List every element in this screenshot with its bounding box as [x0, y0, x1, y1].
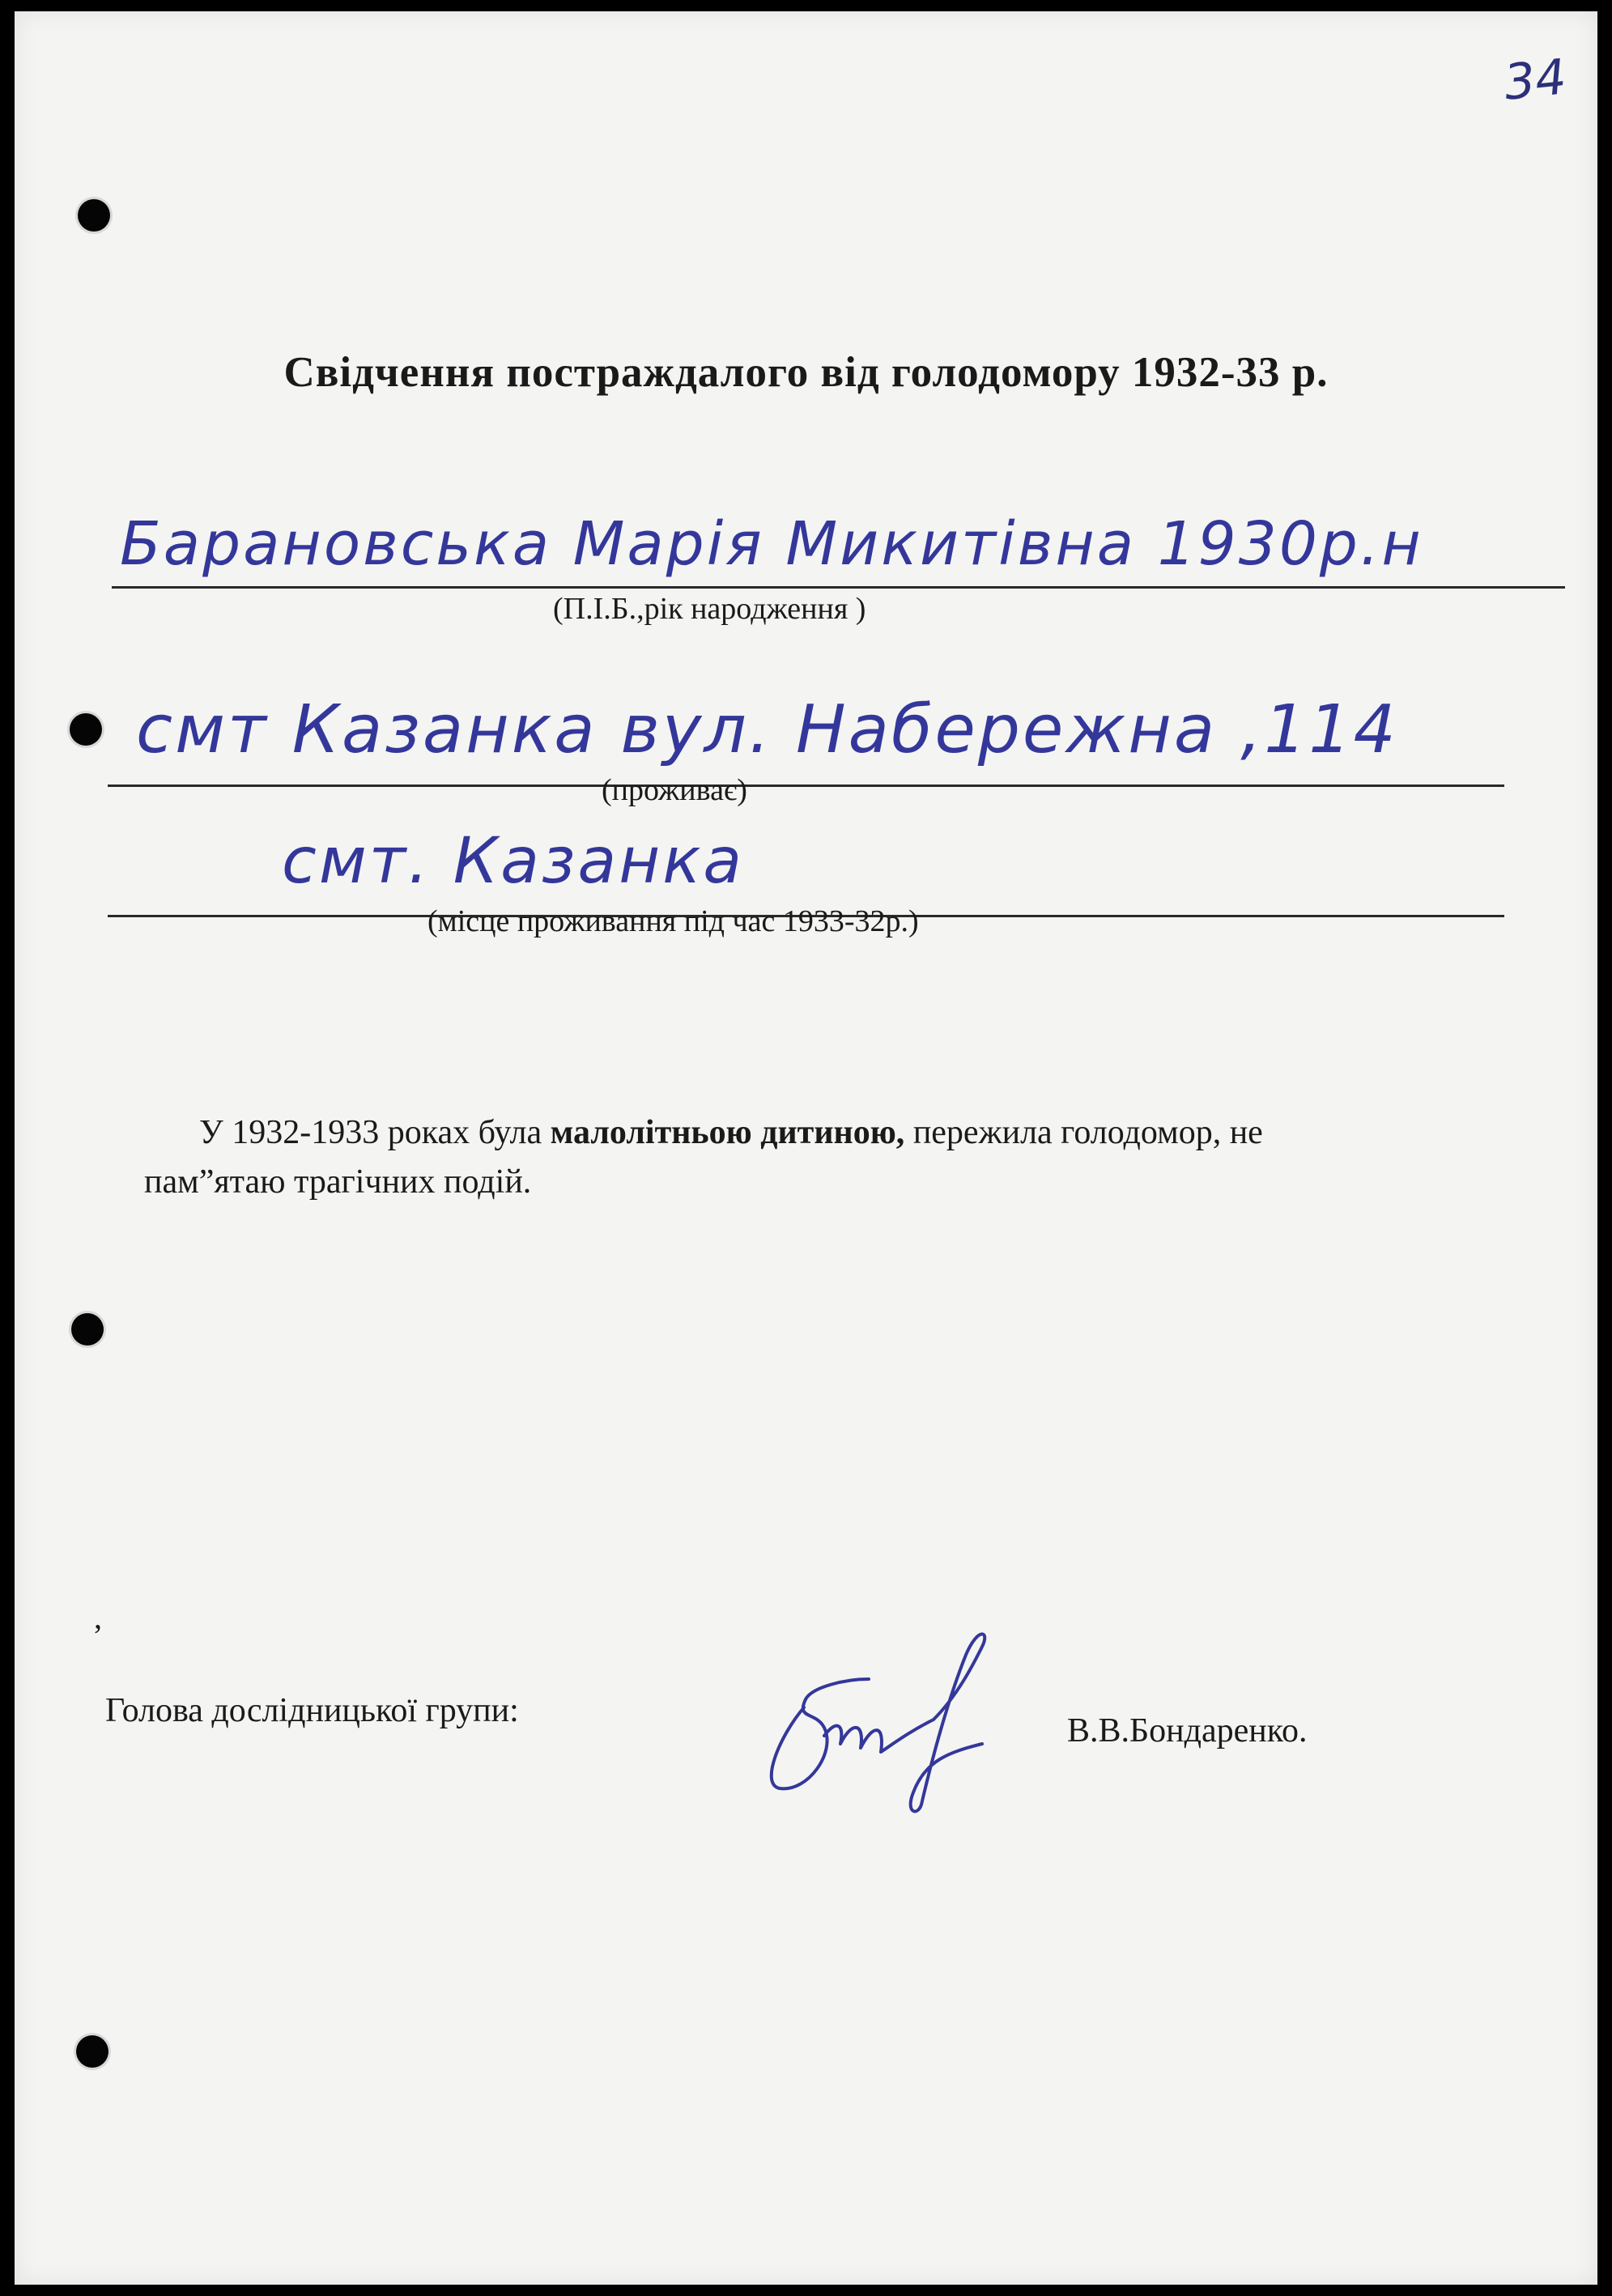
name-line — [112, 586, 1565, 589]
residence-caption: (проживає) — [602, 773, 747, 807]
punch-hole-2 — [70, 713, 102, 746]
testimony-part-1: У 1932-1933 роках була — [199, 1114, 551, 1151]
testimony-text — [144, 1108, 1407, 1207]
footer-name: В.В.Бондаренко. — [1067, 1712, 1308, 1750]
name-caption: (П.І.Б.,рік народження ) — [553, 592, 866, 626]
punch-hole-3 — [71, 1313, 104, 1346]
testimony-part-2: пережила голодомор, не пам”ятаю трагічних подій. — [144, 1114, 1263, 1201]
page-number: 34 — [1501, 49, 1569, 112]
footer-label: Голова дослідницької групи: — [105, 1692, 519, 1729]
residence-value: смт Казанка вул. Набережна ,114 — [136, 691, 1398, 768]
testimony-paragraph — [144, 1108, 1407, 1207]
signature — [747, 1631, 1055, 1817]
punch-hole-4 — [76, 2035, 108, 2068]
stray-mark: , — [94, 1599, 102, 1635]
famine-residence-caption: (місце проживання під час 1933-32р.) — [427, 904, 919, 938]
document-sheet — [15, 11, 1597, 2285]
document-title: Свідчення постраждалого від голодомору 1932-33 р. — [283, 349, 1329, 396]
testimony-bold: малолітньою дитиною, — [550, 1114, 905, 1151]
punch-hole-1 — [78, 199, 110, 232]
name-value: Барановська Марія Микитівна 1930р.н — [120, 509, 1423, 579]
residence-line — [108, 784, 1504, 787]
famine-residence-value: смт. Казанка — [282, 825, 745, 898]
